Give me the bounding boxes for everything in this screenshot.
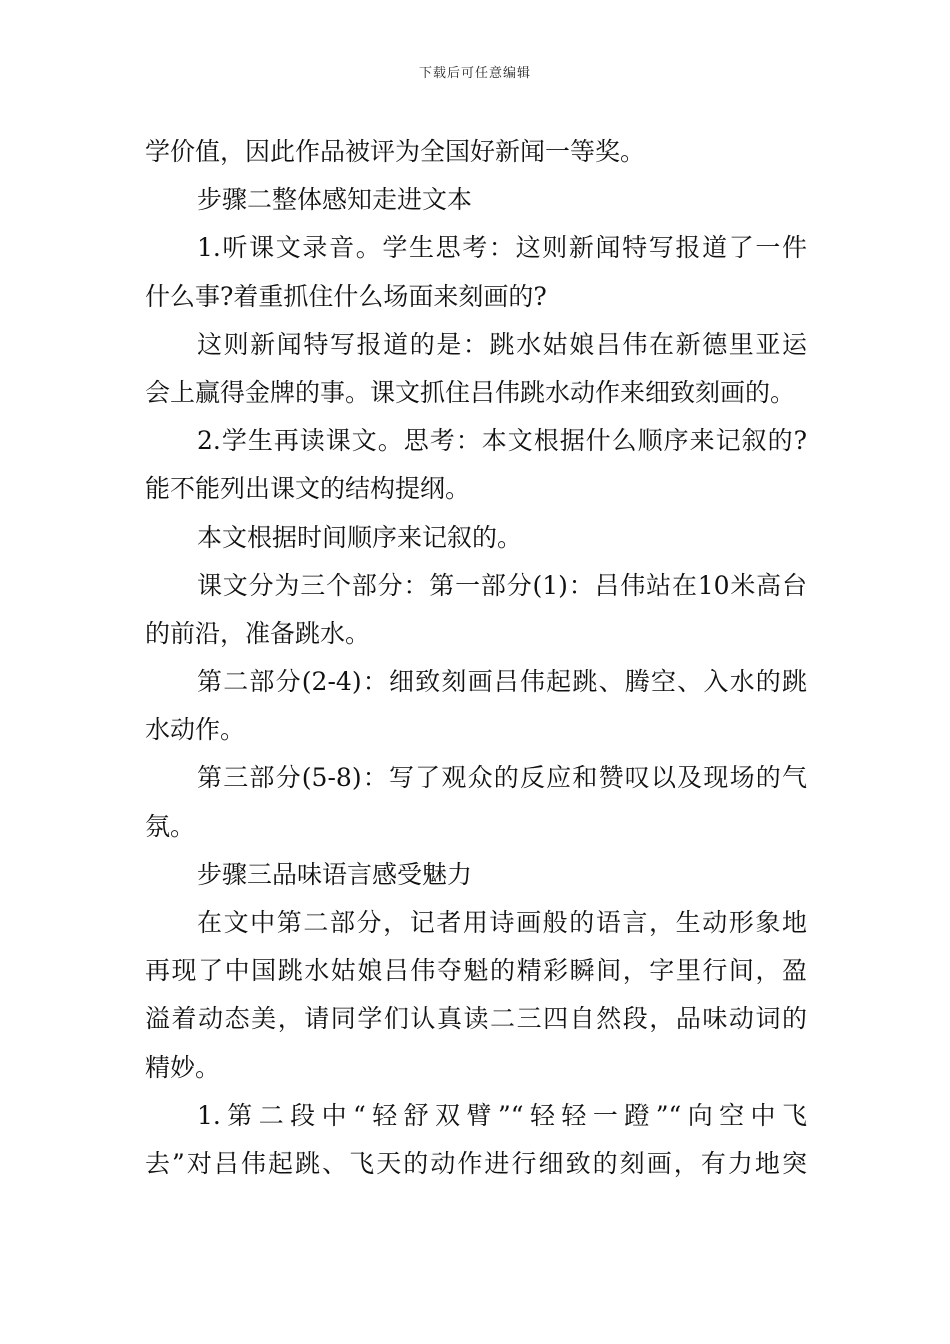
text-line: 课文分为三个部分：第一部分(1)：吕伟站在10米高台 — [197, 570, 807, 600]
text-line: 第二部分(2-4)：细致刻画吕伟起跳、腾空、入水的跳 — [197, 667, 807, 697]
text-line: 这则新闻特写报道的是：跳水姑娘吕伟在新德里亚运 — [197, 329, 807, 359]
text-line: 学价值，因此作品被评为全国好新闻一等奖。 — [145, 137, 646, 166]
text-line: 第三部分(5-8)：写了观众的反应和赞叹以及现场的气 — [197, 763, 807, 793]
text-line: 本文根据时间顺序来记叙的。 — [197, 522, 523, 552]
body-text — [145, 128, 807, 1188]
text-line: 1.听课文录音。学生思考：这则新闻特写报道了一件 — [197, 233, 807, 263]
text-line: 2.学生再读课文。思考：本文根据什么顺序来记叙的? — [197, 426, 807, 456]
text-line: 去”对吕伟起跳、飞天的动作进行细致的刻画，有力地突 — [145, 1148, 807, 1178]
text-line: 步骤三品味语言感受魅力 — [197, 859, 473, 889]
text-line: 什么事?着重抓住什么场面来刻画的? — [145, 281, 547, 311]
text-line: 会上赢得金牌的事。课文抓住吕伟跳水动作来细致刻画的。 — [145, 377, 796, 407]
text-line: 在文中第二部分，记者用诗画般的语言，生动形象地 — [197, 908, 807, 937]
text-line: 水动作。 — [145, 715, 246, 745]
text-line: 能不能列出课文的结构提纲。 — [145, 474, 471, 504]
text-line: 1.第二段中“轻舒双臂”“轻轻一蹬”“向空中飞 — [197, 1100, 807, 1130]
text-line: 步骤二整体感知走进文本 — [197, 185, 473, 215]
text-line: 的前沿，准备跳水。 — [145, 618, 371, 648]
page-header: 下载后可任意编辑 — [418, 66, 531, 81]
text-line: 溢着动态美，请同学们认真读二三四自然段，品味动词的 — [145, 1004, 807, 1034]
text-line: 再现了中国跳水姑娘吕伟夺魁的精彩瞬间，字里行间，盈 — [145, 956, 807, 986]
text-line: 精妙。 — [145, 1052, 221, 1082]
text-line: 氛。 — [145, 811, 196, 841]
